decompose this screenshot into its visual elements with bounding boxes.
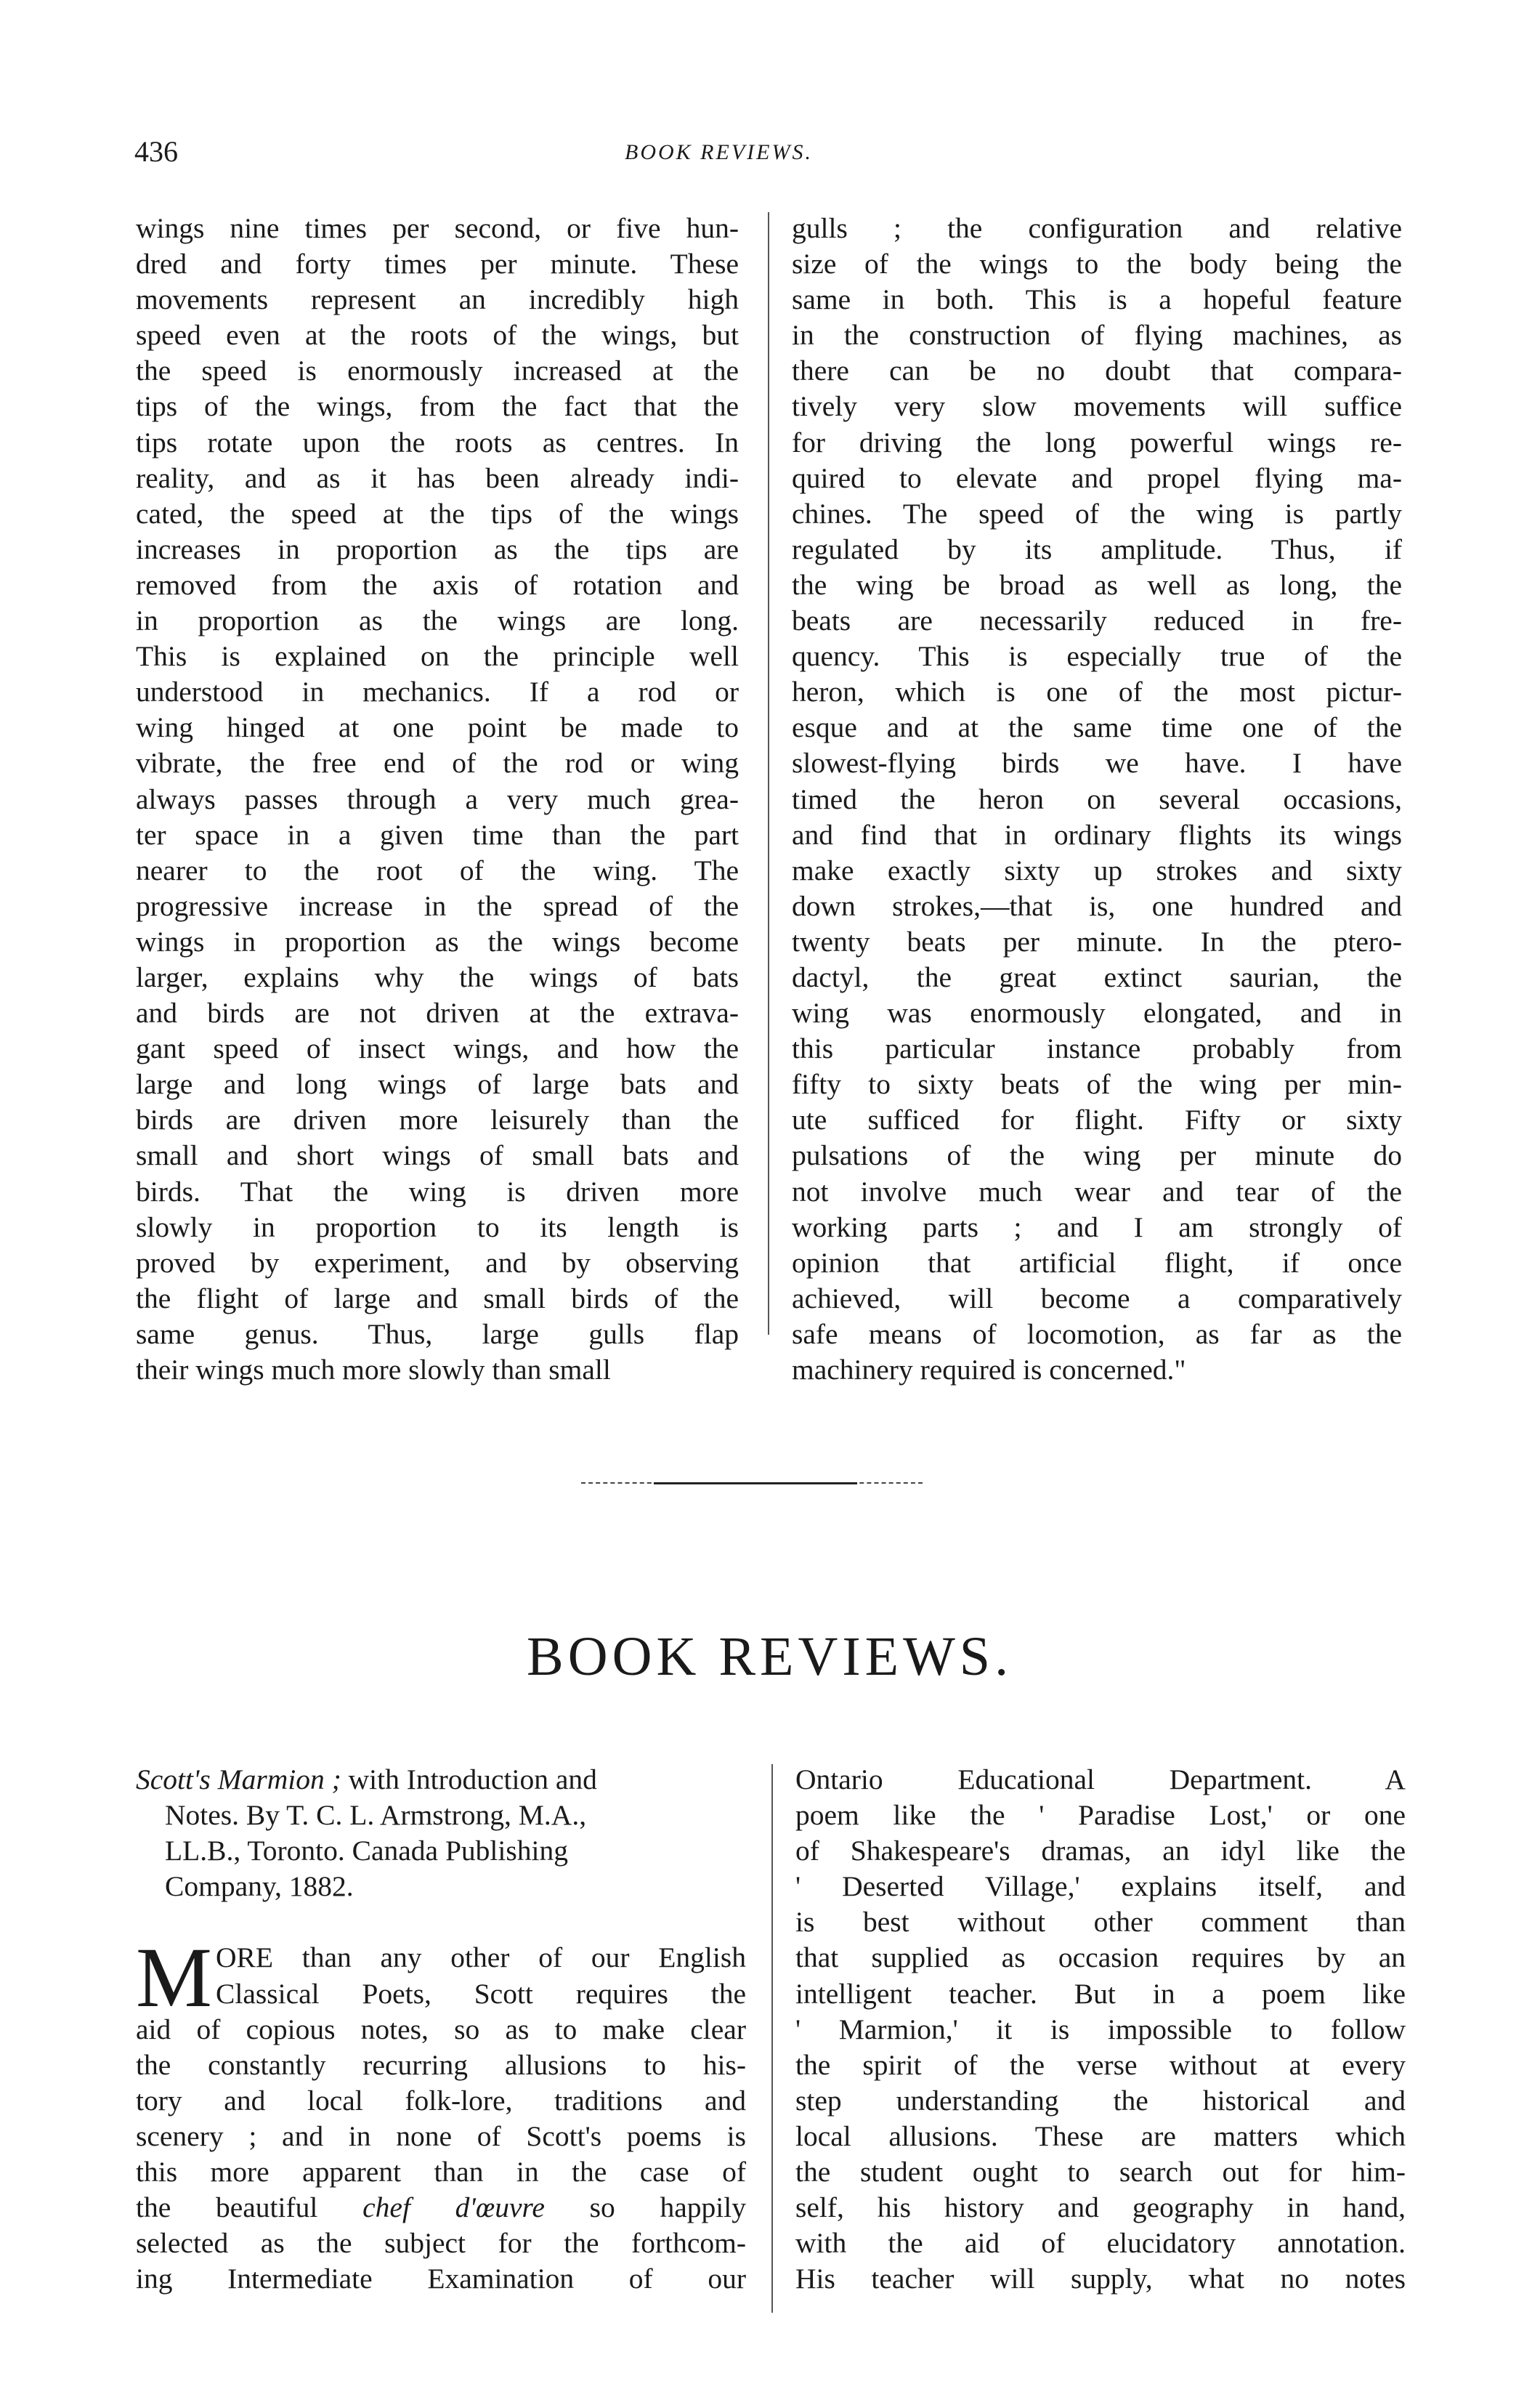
top-right-line: there can be no doubt that compara- [792, 355, 1402, 387]
review-left-column [136, 1762, 746, 2297]
top-right-line: twenty beats per minute. In the ptero- [792, 925, 1402, 958]
top-right-line: and find that in ordinary flights its wings [792, 818, 1402, 851]
top-right-line: for driving the long powerful wings re- [792, 426, 1402, 458]
column-rule-top [768, 212, 769, 1335]
top-right-line: not involve much wear and tear of the [792, 1175, 1402, 1208]
review-left-line: the constantly recurring allusions to his- [136, 2048, 746, 2081]
top-right-line: same in both. This is a hopeful feature [792, 283, 1402, 316]
top-left-line: same genus. Thus, large gulls flap [136, 1317, 739, 1350]
top-left-line: birds. That the wing is driven more [136, 1175, 739, 1208]
drop-cap: M [136, 1930, 212, 2025]
body-line-first: ORE than any other of our English [216, 1941, 746, 1974]
review-right-line: local allusions. These are matters which [795, 2119, 1406, 2152]
review-right-line: with the aid of elucidatory annotation. [795, 2227, 1406, 2260]
running-head: BOOK REVIEWS. [625, 140, 813, 164]
top-right-line: heron, which is one of the most pictur- [792, 676, 1402, 708]
review-left-end-line: selected as the subject for the forthcom- [136, 2227, 746, 2260]
citation-title: Scott's Marmion ; [136, 1763, 341, 1795]
top-left-line: increases in proportion as the tips are [136, 533, 739, 565]
top-right-line: achieved, will become a comparatively [792, 1282, 1402, 1314]
review-right-line: Ontario Educational Department. A [795, 1763, 1406, 1795]
review-right-column [795, 1762, 1406, 2297]
top-right-line: the wing be broad as well as long, the [792, 568, 1402, 601]
chef-pre: the beautiful [136, 2191, 318, 2224]
review-left-line: tory and local folk-lore, traditions and [136, 2084, 746, 2117]
top-right-line: this particular instance probably from [792, 1032, 1402, 1065]
review-right-line: the spirit of the verse without at every [795, 2048, 1406, 2081]
top-left-line: always passes through a very much grea- [136, 783, 739, 815]
top-right-line: safe means of locomotion, as far as the [792, 1317, 1402, 1350]
review-right-line: ' Marmion,' it is impossible to follow [795, 2013, 1406, 2045]
review-right-line: intelligent teacher. But in a poem like [795, 1977, 1406, 2010]
top-right-line: pulsations of the wing per minute do [792, 1139, 1402, 1172]
top-left-line: tips rotate upon the roots as centres. In [136, 426, 739, 458]
top-left-line: reality, and as it has been already indi- [136, 461, 739, 494]
top-left-line: larger, explains why the wings of bats [136, 961, 739, 993]
top-left-line: proved by experiment, and by observing [136, 1246, 739, 1279]
top-left-line: movements represent an incredibly high [136, 283, 739, 316]
review-right-line: ' Deserted Village,' explains itself, and [795, 1870, 1406, 1903]
top-right-line: timed the heron on several occasions, [792, 783, 1402, 815]
top-left-line: slowly in proportion to its length is [136, 1210, 739, 1243]
review-right-line: poem like the ' Paradise Lost,' or one [795, 1799, 1406, 1832]
citation-line-1 [136, 1762, 746, 1798]
page-number: 436 [134, 135, 178, 168]
top-left-line: birds are driven more leisurely than the [136, 1104, 739, 1136]
body-line-chef [136, 2190, 746, 2226]
review-left-end-line: ing Intermediate Examination of our [136, 2263, 746, 2295]
top-left-line: wings nine times per second, or five hun- [136, 212, 739, 244]
review-left-line: aid of copious notes, so as to make clear [136, 2013, 746, 2045]
column-rule-bottom [771, 1764, 773, 2313]
top-right-line: wing was enormously elongated, and in [792, 997, 1402, 1030]
top-left-line: speed even at the roots of the wings, but [136, 319, 739, 352]
top-left-line: dred and forty times per minute. These [136, 248, 739, 280]
top-left-line: the flight of large and small birds of the [136, 1282, 739, 1314]
top-left-line: wings in proportion as the wings become [136, 925, 739, 958]
chef-post: so happily [589, 2191, 746, 2224]
top-right-line: quired to elevate and propel flying ma- [792, 461, 1402, 494]
top-right-line: down strokes,—that is, one hundred and [792, 889, 1402, 922]
top-left-line: their wings much more slowly than small [136, 1354, 611, 1386]
review-right-line: step understanding the historical and [795, 2084, 1406, 2117]
top-right-line: regulated by its amplitude. Thus, if [792, 533, 1402, 565]
citation-line-3: LL.B., Toronto. Canada Publishing [165, 1835, 568, 1867]
top-right-line: gulls ; the configuration and relative [792, 212, 1402, 244]
top-left-line: vibrate, the free end of the rod or wing [136, 747, 739, 780]
top-right-line: slowest-flying birds we have. I have [792, 747, 1402, 780]
top-left-column [136, 211, 739, 1388]
citation-line-4: Company, 1882. [165, 1870, 354, 1903]
top-left-line: nearer to the root of the wing. The [136, 854, 739, 886]
top-right-line: working parts ; and I am strongly of [792, 1210, 1402, 1243]
top-left-line: small and short wings of small bats and [136, 1139, 739, 1172]
top-right-line: ute sufficed for flight. Fifty or sixty [792, 1104, 1402, 1136]
spacer [136, 1904, 746, 1940]
top-right-line: chines. The speed of the wing is partly [792, 497, 1402, 530]
top-left-line: large and long wings of large bats and [136, 1068, 739, 1101]
top-left-line: This is explained on the principle well [136, 640, 739, 673]
top-right-line: beats are necessarily reduced in fre- [792, 605, 1402, 637]
chef-italic: chef d'œuvre [362, 2191, 545, 2224]
top-left-line: ter space in a given time than the part [136, 818, 739, 851]
top-right-line: dactyl, the great extinct saurian, the [792, 961, 1402, 993]
review-right-line: self, his history and geography in hand, [795, 2191, 1406, 2224]
review-right-line: that supplied as occasion requires by an [795, 1941, 1406, 1974]
top-left-line: and birds are not driven at the extrava- [136, 997, 739, 1030]
citation-rest: with Introduction and [348, 1763, 597, 1795]
review-right-line: the student ought to search out for him- [795, 2156, 1406, 2188]
top-left-line: in proportion as the wings are long. [136, 605, 739, 637]
body-line-second: Classical Poets, Scott requires the [216, 1977, 746, 2010]
top-right-column [792, 211, 1402, 1388]
citation-line-2: Notes. By T. C. L. Armstrong, M.A., [165, 1799, 587, 1832]
top-left-line: progressive increase in the spread of the [136, 889, 739, 922]
top-left-line: wing hinged at one point be made to [136, 711, 739, 744]
review-right-line: is best without other comment than [795, 1906, 1406, 1939]
top-right-line: machinery required is concerned." [792, 1354, 1186, 1386]
top-left-line: cated, the speed at the tips of the wings [136, 497, 739, 530]
top-left-line: removed from the axis of rotation and [136, 568, 739, 601]
review-right-line: His teacher will supply, what no notes [795, 2263, 1406, 2295]
top-right-line: make exactly sixty up strokes and sixty [792, 854, 1402, 886]
review-left-line: this more apparent than in the case of [136, 2156, 746, 2188]
top-left-line: understood in mechanics. If a rod or [136, 676, 739, 708]
top-right-line: tively very slow movements will suffice [792, 390, 1402, 423]
section-divider-rule [654, 1482, 857, 1484]
top-left-line: tips of the wings, from the fact that the [136, 390, 739, 423]
top-right-line: opinion that artificial flight, if once [792, 1246, 1402, 1279]
top-left-line: the speed is enormously increased at the [136, 355, 739, 387]
top-right-line: in the construction of flying machines, as [792, 319, 1402, 352]
top-right-line: quency. This is especially true of the [792, 640, 1402, 673]
review-left-line: scenery ; and in none of Scott's poems is [136, 2119, 746, 2152]
top-right-line: esque and at the same time one of the [792, 711, 1402, 744]
section-title: BOOK REVIEWS. [527, 1626, 1013, 1687]
top-right-line: fifty to sixty beats of the wing per min- [792, 1068, 1402, 1101]
top-left-line: gant speed of insect wings, and how the [136, 1032, 739, 1065]
review-right-line: of Shakespeare's dramas, an idyl like the [795, 1835, 1406, 1867]
top-right-line: size of the wings to the body being the [792, 248, 1402, 280]
